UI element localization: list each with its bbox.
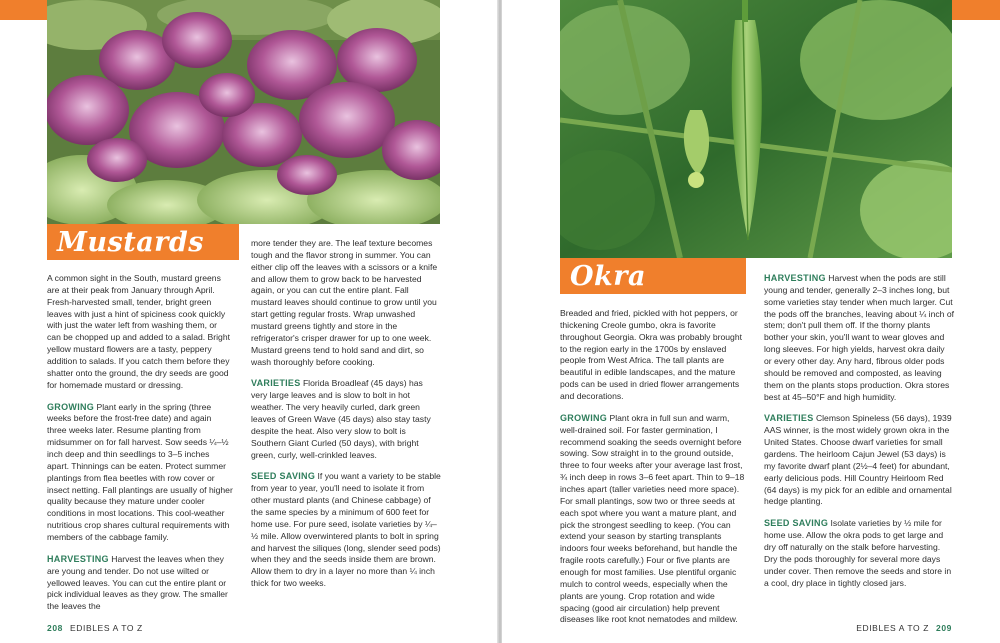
right-page: [502, 0, 1000, 643]
okra-varieties-heading: VARIETIES: [764, 413, 814, 424]
right-folio: [856, 623, 952, 633]
okra-seed-saving: [764, 517, 954, 589]
mustards-intro: A common sight in the South, mustard greens are at their peak from January through April. Fresh-harvested small, tender, bright green leaves with just a hint of spiciness cook quickly with just the water left from washing them, or can be chopped up and added to a salad. Bright yellow mustard flowers are a tasty, peppery addition to salads. If you catch them before they shatter onto the ground, the dry seeds are good for homemade mustard or dressing.: [47, 273, 230, 390]
okra-title: Okra: [570, 260, 646, 292]
okra-title-bar: [560, 258, 746, 294]
left-corner-tab: [0, 0, 47, 20]
okra-varieties-text: Clemson Spineless (56 days), 1939 AAS winner, is the most widely grown okra in the United States. Choose dwarf varieties for small gardens. The heirloom Cajun Jewel (53 days) is my favorite dwarf plant (2½–4 feet) for abundant, early delicious pods. Hill Country Heirloom Red (64 days) is my pick for an edible and ornamental hedge planting.: [764, 413, 952, 507]
mustards-seed-saving: [251, 470, 441, 590]
harvesting-heading: HARVESTING: [47, 553, 109, 564]
harvesting-continued: more tender they are. The leaf texture becomes tough and the flavor strong in summer. You can either clip off the leaves with a scissors or a knife and allow them to grow back to be harvested again, or you can cut the entire plant. Fall mustard leaves should continue to grow until you start getting regular frosts. Wrap unwashed mustard greens tightly and store in the refrigerator's crisper drawer for up to one week. Mustard greens tend to hold sand and dirt, so wash thoroughly before cooking.: [251, 238, 438, 367]
mustards-title: Mustards: [57, 226, 204, 258]
okra-growing: [560, 412, 746, 626]
okra-seed-saving-text: Isolate varieties by ½ mile for home use. Allow the okra pods to get large and dry off naturally on the stalk before harvesting. Dry the pods thoroughly for several more days under cover. Then remove the seeds and store in a cool, dry place in tightly closed jars.: [764, 518, 952, 588]
right-running-head: EDIBLES A TO Z: [856, 623, 930, 633]
mustards-title-bar: [47, 224, 239, 260]
seed-saving-text: If you want a variety to be stable from year to year, you'll need to isolate it from other mustard plants (and Chinese cabbage) of the same species by a minimum of 600 feet for home use. For pure seed, isolate varieties by ¼–½ mile. Allow overwintered plants to bolt in spring and harvest the siliques (long, slender seed pods) when they and the seeds inside them are brown. Allow them to dry in a layer no more than ¼ inch thick for two weeks.: [251, 471, 441, 589]
mustards-harvesting: [47, 553, 233, 613]
okra-plant-photo: [560, 0, 952, 258]
okra-column-2: [764, 272, 954, 598]
seed-saving-heading: SEED SAVING: [251, 471, 316, 482]
varieties-heading: VARIETIES: [251, 378, 301, 389]
okra-harvesting-heading: HARVESTING: [764, 273, 826, 283]
mustards-growing: [47, 401, 233, 544]
page-number-208: 208: [47, 623, 63, 633]
mustards-varieties: [251, 377, 441, 461]
varieties-text: Florida Broadleaf (45 days) has very large leaves and is slow to bolt in hot weather. The very heavily curled, dark green leaves of Green Wave (45 days) also stay tasty despite the heat. Also very slow to bolt is Southern Giant Curled (50 days), with bright green, curly, well-crinkled leaves.: [251, 378, 431, 460]
left-folio: [47, 623, 143, 633]
mustards-column-2: [251, 238, 441, 599]
okra-growing-text: Plant okra in full sun and warm, well-drained soil. For faster germination, I recommend soaking the seeds overnight before sowing. Sow straight in to the ground outside, three to four weeks after your average last frost, ¾ inch deep in rows 3–6 feet apart. Thin to 9–18 inches apart (taller varieties need more space). For small plantings, sow two or three seeds at each spot where you want a mature plant, and pick the strongest seedling to keep. (You can extend your season by starting transplants indoors four weeks beforehand, but handle the fragile roots carefully.) Four or five plants are enough for most families. Use plentiful organic mulch to control weeds, especially when the plants are young. Crop rotation and wide spacing (good air circulation) help prevent diseases like root knot nematodes and mildew.: [560, 412, 745, 625]
okra-harvesting: [764, 272, 954, 403]
harvesting-text: Harvest the leaves when they are young and tender. Do not use wilted or yellowed leaves. You can cut the entire plant or pick individual leaves as they grow. The smaller the leaves the: [47, 553, 228, 612]
okra-varieties: [764, 412, 954, 508]
mustards-column-1: [47, 273, 233, 622]
mustard-greens-photo: [47, 0, 440, 224]
page-number-209: 209: [936, 623, 952, 633]
left-page: [0, 0, 498, 643]
right-corner-tab: [952, 0, 1000, 20]
okra-column-1: [560, 308, 746, 635]
okra-growing-heading: GROWING: [560, 412, 608, 423]
okra-harvesting-text: Harvest when the pods are still young and tender, generally 2–3 inches long, but some varieties stay tender when much larger. Cut the pods off the branches, leaving about ¼ inch of stem; don't pull them off. If the thorny plants bother your skin, you'll want to wear gloves and long sleeves. For high yields, harvest okra daily or every other day. Any hard, fibrous older pods should be removed and composted, as leaving them on the plants stops production. Okra stores best at 45–50°F and high humidity.: [764, 273, 954, 402]
growing-heading: GROWING: [47, 401, 95, 412]
okra-seed-saving-heading: SEED SAVING: [764, 518, 829, 529]
growing-text: Plant early in the spring (three weeks before the frost-free date) and again three weeks later. Resume planting from midsummer on for fall harvest. Sow seeds ¼–½ inch deep and thin seedlings to 3–5 inches apart. Thinnings can be eaten. Protect summer plantings from flea beetles with row cover or insect netting. Fall plantings are usually of higher quality because they mature under cooler conditions in most locations. This cool-weather nutritious crop shares cultural requirements with members of the cabbage family.: [47, 401, 233, 543]
okra-intro: Breaded and fried, pickled with hot peppers, or thickening Creole gumbo, okra is favorite throughout Georgia. Okra was probably brought to the region early in the 1700s by enslaved people from West Africa. The tall plants are beautiful in edible landscapes, and the mature pods can be used in dried flower arrangements and decorations.: [560, 308, 743, 402]
left-running-head: EDIBLES A TO Z: [69, 623, 143, 633]
